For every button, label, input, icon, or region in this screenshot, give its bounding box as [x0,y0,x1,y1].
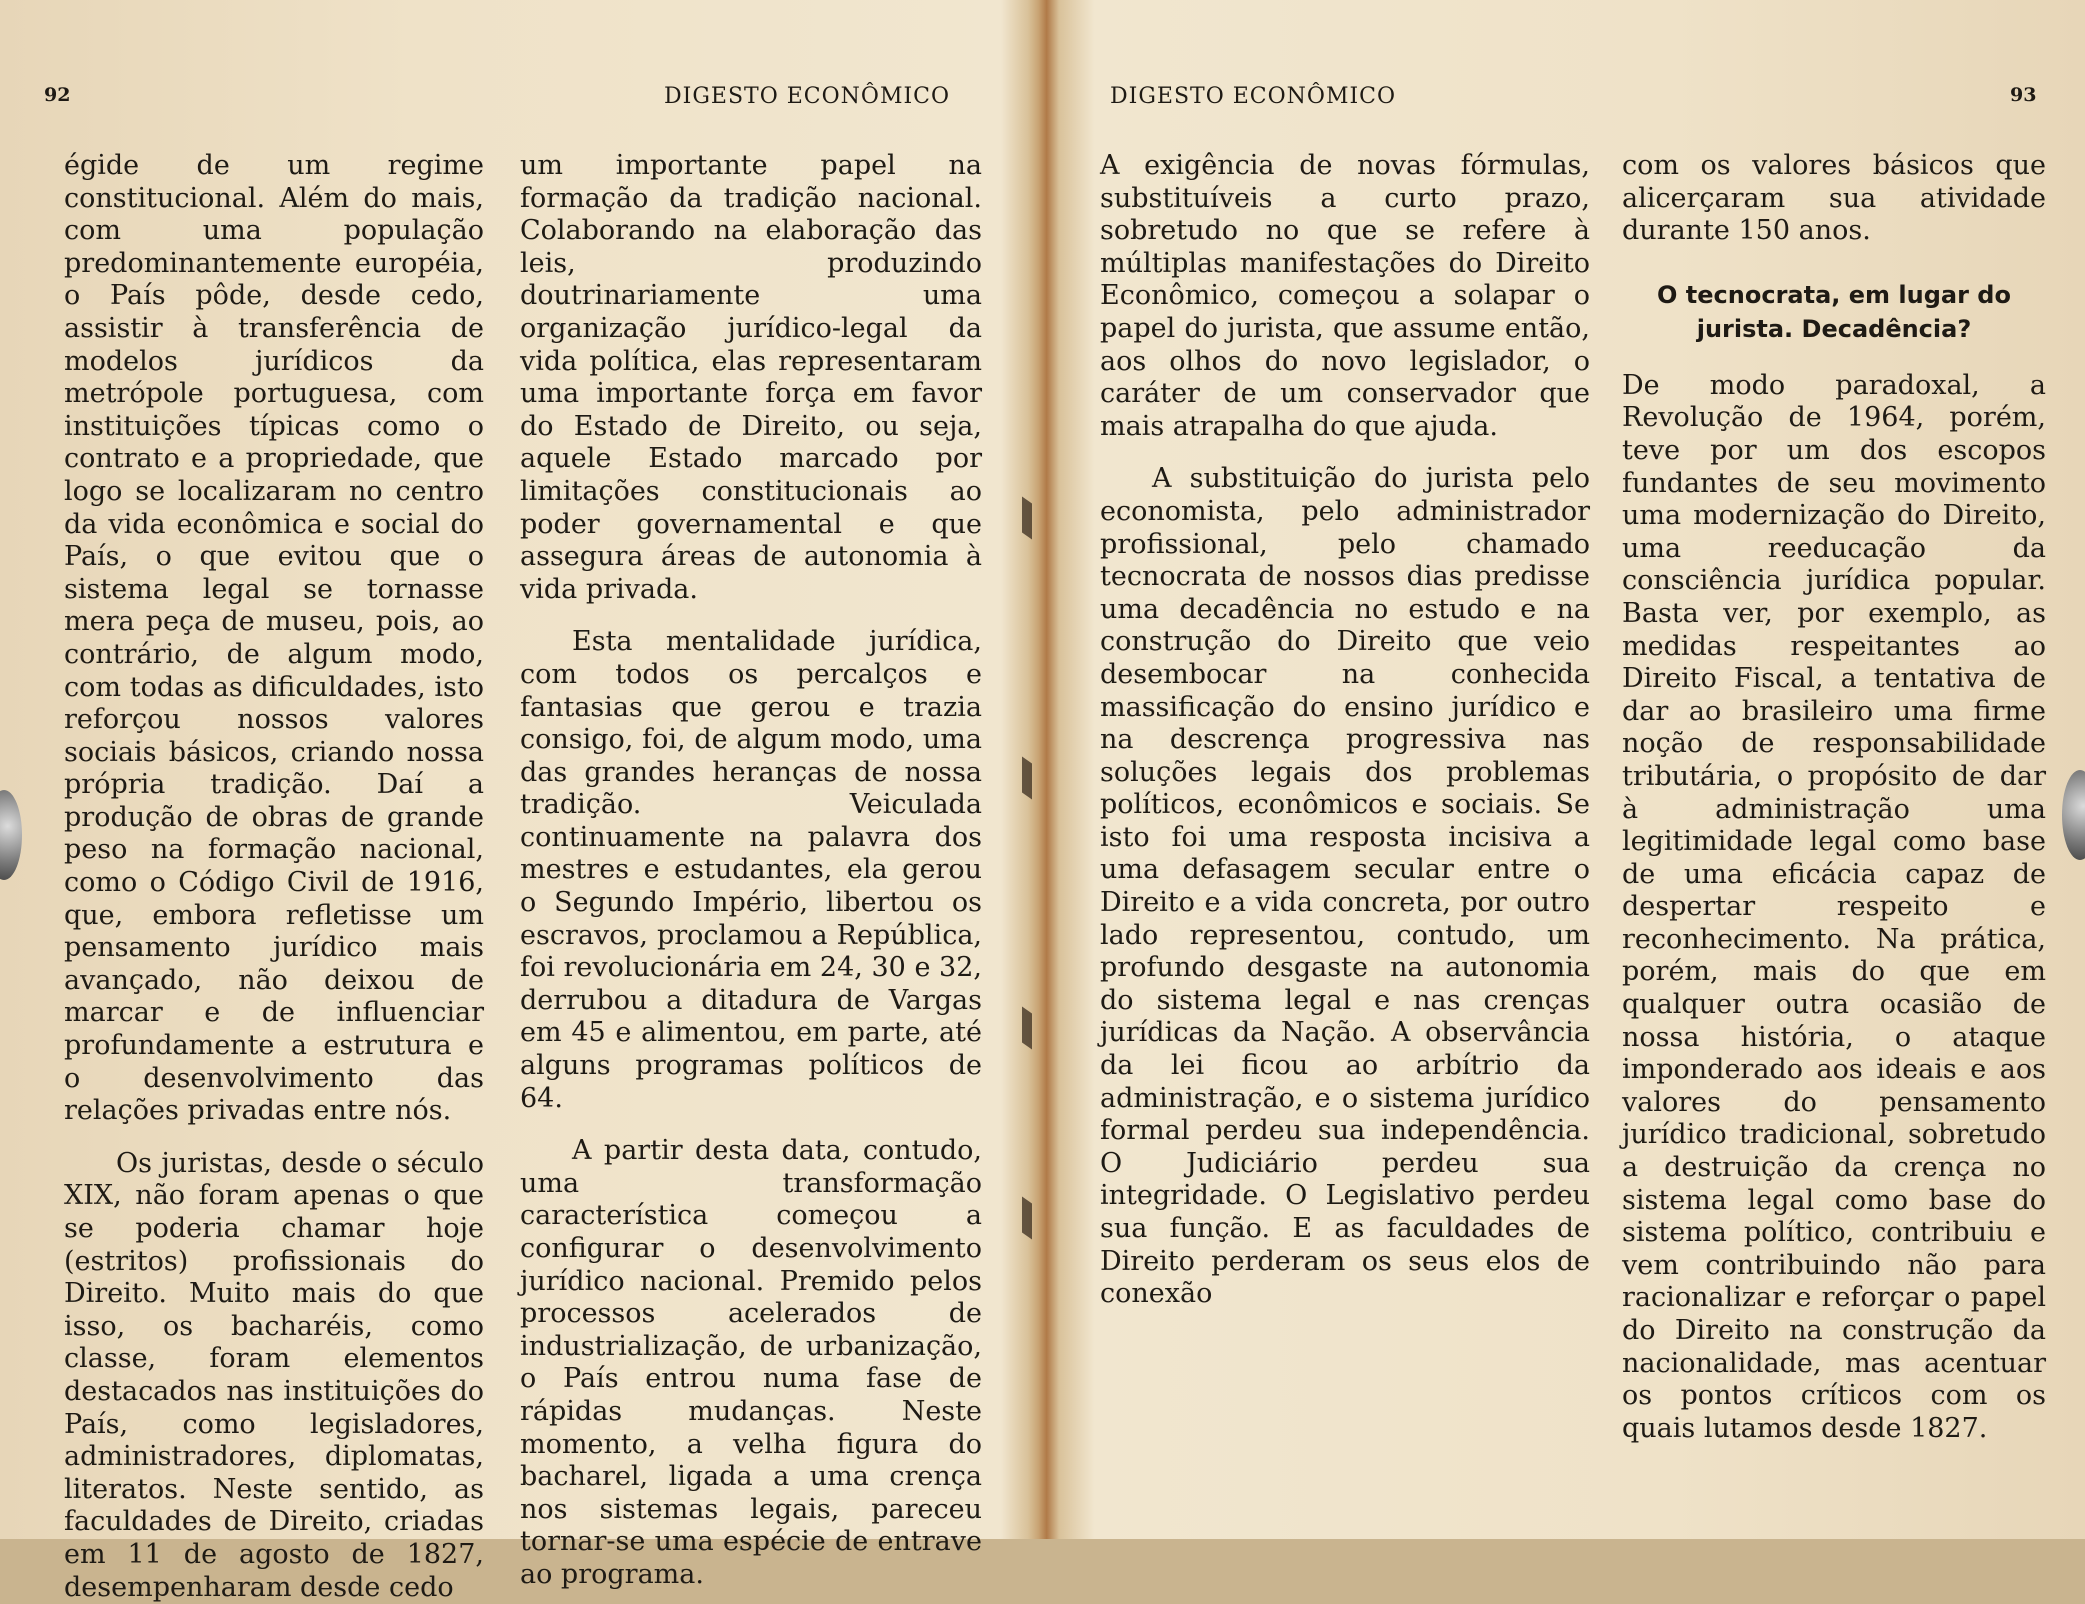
spine-stitch [1022,1196,1032,1239]
spine-stitch [1022,756,1032,799]
section-heading: O tecnocrata, em lugar do jurista. Decadência? [1657,280,2011,343]
right-page [1050,0,2085,1539]
page-number: 92 [44,84,71,106]
left-page-column-1 [64,150,484,1604]
spine-stitch [1022,1006,1032,1049]
paragraph: De modo paradoxal, a Revolução de 1964, porém, teve por um dos escopos fundantes de seu movimento uma modernização do Direito, uma reeducação da consciência jurídica popular. Basta ver, por exemplo, as medidas respeitantes ao Direito Fiscal, a tentativa de dar ao brasileiro uma firme noção de responsabilidade tributária, o propósito de dar à administração uma legitimidade legal como base de uma eficácia capaz de despertar respeito e reconhecimento. Na prática, porém, mais do que em qualquer outra ocasião de nossa história, o ataque imponderado aos ideais e aos valores do pensamento jurídico tradicional, sobretudo a destruição da crença no sistema legal como base do sistema político, contribuiu e vem contribuindo não para racionalizar e reforçar o papel do Direito na construção da nacionalidade, mas acentuar os pontos críticos com os quais lutamos desde 1827. [1622,369,2046,1444]
paragraph: Esta mentalidade jurídica, com todos os percalços e fantasias que gerou e trazia consigo, foi, de algum modo, uma das grandes heranças de nossa tradição. Veiculada continuamente na palavra dos mestres e estudantes, ela gerou o Segundo Império, libertou os escravos, proclamou a República, foi revolucionária em 24, 30 e 32, derrubou a ditadura de Vargas em 45 e alimentou, em parte, até alguns programas políticos de 64. [520,626,982,1114]
paragraph: égide de um regime constitucional. Além do mais, com uma população predominantemente européia, o País pôde, desde cedo, assistir à transferência de modelos jurídicos da metrópole portuguesa, com instituições típicas como o contrato e a propriedade, que logo se localizaram no centro da vida econômica e social do País, o que evitou que o sistema legal se tornasse mera peça de museu, pois, ao contrário, de algum modo, com todas as dificuldades, isto reforçou nossos valores sociais básicos, criando nossa própria tradição. Daí a produção de obras de grande peso na formação nacional, como o Código Civil de 1916, que, embora refletisse um pensamento jurídico mais avançado, não deixou de marcar e de influenciar profundamente a estrutura e o desenvolvimento das relações privadas entre nós. [64,150,484,1127]
paragraph: A exigência de novas fórmulas, substituíveis a curto prazo, sobretudo no que se refere à múltiplas manifestações do Direito Econômico, começou a solapar o papel do jurista, que assume então, aos olhos do novo legislador, o caráter de um conservador que mais atrapalha do que ajuda. [1100,150,1590,442]
page-number: 93 [2010,84,2037,106]
right-page-column-2 [1622,150,2046,1445]
paragraph: A substituição do jurista pelo economista, pelo administrador profissional, pelo chamado tecnocrata de nossos dias predisse uma decadência no estudo e na construção do Direito que veio desembocar na conhecida massificação do ensino jurídico e na descrença progressiva nas soluções legais dos problemas políticos, econômicos e sociais. Se isto foi uma resposta incisiva a uma defasagem secular entre o Direito e a vida concreta, por outro lado representou, contudo, um profundo desgaste na autonomia do sistema legal e nas crenças jurídicas da Nação. A observância da lei ficou ao arbítrio da administração, e o sistema jurídico formal perdeu sua independência. O Judiciário perdeu sua integridade. O Legislativo perdeu sua função. E as faculdades de Direito perderam os seus elos de conexão [1100,463,1590,1310]
paragraph: com os valores básicos que alicerçaram sua atividade durante 150 anos. [1622,150,2046,247]
right-page-column-1 [1100,150,1590,1311]
running-head: DIGESTO ECONÔMICO [664,84,951,109]
left-page [0,0,1030,1603]
paragraph: um importante papel na formação da tradição nacional. Colaborando na elaboração das leis, produzindo doutrinariamente uma organização jurídico-legal da vida política, elas representaram uma importante força em favor do Estado de Direito, ou seja, aquele Estado marcado por limitações constitucionais ao poder governamental e que assegura áreas de autonomia à vida privada. [520,150,982,605]
left-page-column-2 [520,150,982,1592]
spine-stitch [1022,496,1032,539]
running-head: DIGESTO ECONÔMICO [1110,84,1397,109]
paragraph: A partir desta data, contudo, uma transformação característica começou a configurar o desenvolvimento jurídico nacional. Premido pelos processos acelerados de industrialização, de urbanização, o País entrou numa fase de rápidas mudanças. Neste momento, a velha figura do bacharel, ligada a uma crença nos sistemas legais, pareceu tornar-se uma espécie de entrave ao programa. [520,1135,982,1590]
paragraph: Os juristas, desde o século XIX, não foram apenas o que se poderia chamar hoje (estritos) profissionais do Direito. Muito mais do que isso, os bacharéis, como classe, foram elementos destacados nas instituições do País, como legisladores, administradores, diplomatas, literatos. Neste sentido, as faculdades de Direito, criadas em 11 de agosto de 1827, desempenharam desde cedo [64,1147,484,1603]
